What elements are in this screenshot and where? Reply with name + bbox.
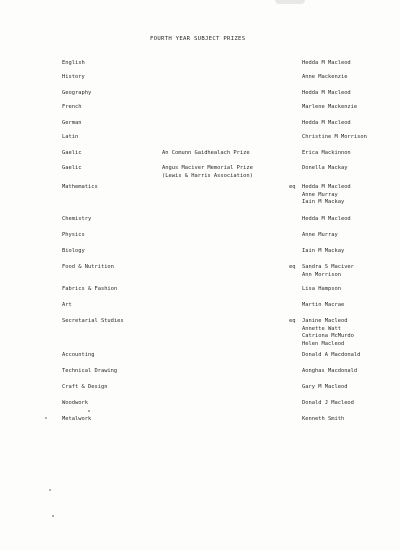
scan-speck [45, 417, 47, 419]
equal-marker: eq [289, 264, 296, 270]
winner-name: Catriona McMurdo [302, 333, 354, 340]
winner-list [302, 104, 357, 112]
winner-name: Kenneth Smith [302, 416, 345, 422]
winner-name: Hedda M Macleod [302, 216, 351, 222]
prize-name-line: An Comunn Gaidhealach Prize [162, 150, 250, 156]
winner-name: Anne Mackenzie [302, 74, 348, 80]
prize-name [162, 165, 253, 180]
subject-label: Latin [62, 134, 79, 140]
winner-list [302, 120, 351, 128]
scan-speck [49, 489, 51, 491]
winner-name: Hedda M Macleod [302, 60, 351, 66]
winner-name: Sandra S Maciver [302, 264, 354, 270]
equal-marker: eq [289, 184, 296, 190]
subject-label: Secretarial Studies [62, 318, 124, 324]
subject-label: Biology [62, 248, 85, 254]
subject-label: German [62, 120, 82, 126]
winner-name: Ann Morrison [302, 271, 341, 278]
winner-list [302, 384, 347, 392]
winner-list [302, 165, 347, 173]
page-title: FOURTH YEAR SUBJECT PRIZES [150, 36, 246, 42]
winner-name: Aonghas Macdonald [302, 368, 358, 374]
winner-list [302, 248, 344, 256]
winner-list [302, 264, 354, 279]
scan-speck [88, 410, 90, 412]
subject-label: Art [62, 302, 72, 308]
winner-list [302, 216, 351, 224]
winner-name: Hedda M Macleod [302, 90, 351, 96]
subject-label: Woodwork [62, 400, 88, 406]
winner-name: Lisa Hampson [302, 286, 341, 292]
winner-name: Donella Mackay [302, 165, 348, 171]
winner-list [302, 368, 357, 376]
winner-name: Anne Murray [302, 232, 338, 238]
subject-label: Craft & Design [62, 384, 108, 390]
winner-name: Hedda M Macleod [302, 184, 351, 190]
winner-name: Anne Murray [302, 191, 338, 198]
subject-label: French [62, 104, 82, 110]
subject-label: Fabrics & Fashion [62, 286, 118, 292]
winner-name: Marlene Mackenzie [302, 104, 358, 110]
subject-label: Food & Nutrition [62, 264, 114, 270]
subject-label: Technical Drawing [62, 368, 118, 374]
prize-name [162, 150, 250, 158]
subject-label: Accounting [62, 352, 95, 358]
winner-name: Hedda M Macleod [302, 120, 351, 126]
winner-name: Martin Macrae [302, 302, 345, 308]
winner-list [302, 232, 338, 240]
winner-list [302, 286, 341, 294]
winner-list [302, 416, 344, 424]
winner-list [302, 74, 347, 82]
scan-speck [52, 515, 54, 517]
winner-list [302, 318, 354, 348]
subject-label: Gaelic [62, 150, 82, 156]
winner-list [302, 90, 351, 98]
winner-name: Iain M Mackay [302, 199, 345, 206]
prize-name-line: (Lewis & Harris Association) [162, 172, 253, 179]
subject-label: Geography [62, 90, 92, 96]
winner-list [302, 150, 351, 158]
winner-name: Iain M Mackay [302, 248, 345, 254]
equal-marker: eq [289, 318, 296, 324]
winner-list [302, 352, 360, 360]
winner-list [302, 60, 351, 68]
subject-label: English [62, 60, 85, 66]
subject-label: Mathematics [62, 184, 98, 190]
winner-name: Helen Macleod [302, 340, 345, 347]
winner-name: Donald A Macdonald [302, 352, 361, 358]
subject-label: Metalwork [62, 416, 92, 422]
subject-label: Chemistry [62, 216, 92, 222]
scan-smudge [275, 0, 305, 4]
subject-label: Gaelic [62, 165, 82, 171]
winner-name: Erica Mackinnon [302, 150, 351, 156]
winner-list [302, 184, 351, 207]
subject-label: Physics [62, 232, 85, 238]
winner-name: Christine M Morrison [302, 134, 367, 140]
winner-list [302, 134, 367, 142]
winner-name: Annette Watt [302, 325, 341, 332]
winner-name: Donald J Macleod [302, 400, 354, 406]
winner-name: Gary M Macleod [302, 384, 348, 390]
subject-label: History [62, 74, 85, 80]
winner-list [302, 400, 354, 408]
prize-name-line: Angus Maciver Memorial Prize [162, 165, 253, 171]
winner-list [302, 302, 344, 310]
winner-name: Janine Macleod [302, 318, 348, 324]
